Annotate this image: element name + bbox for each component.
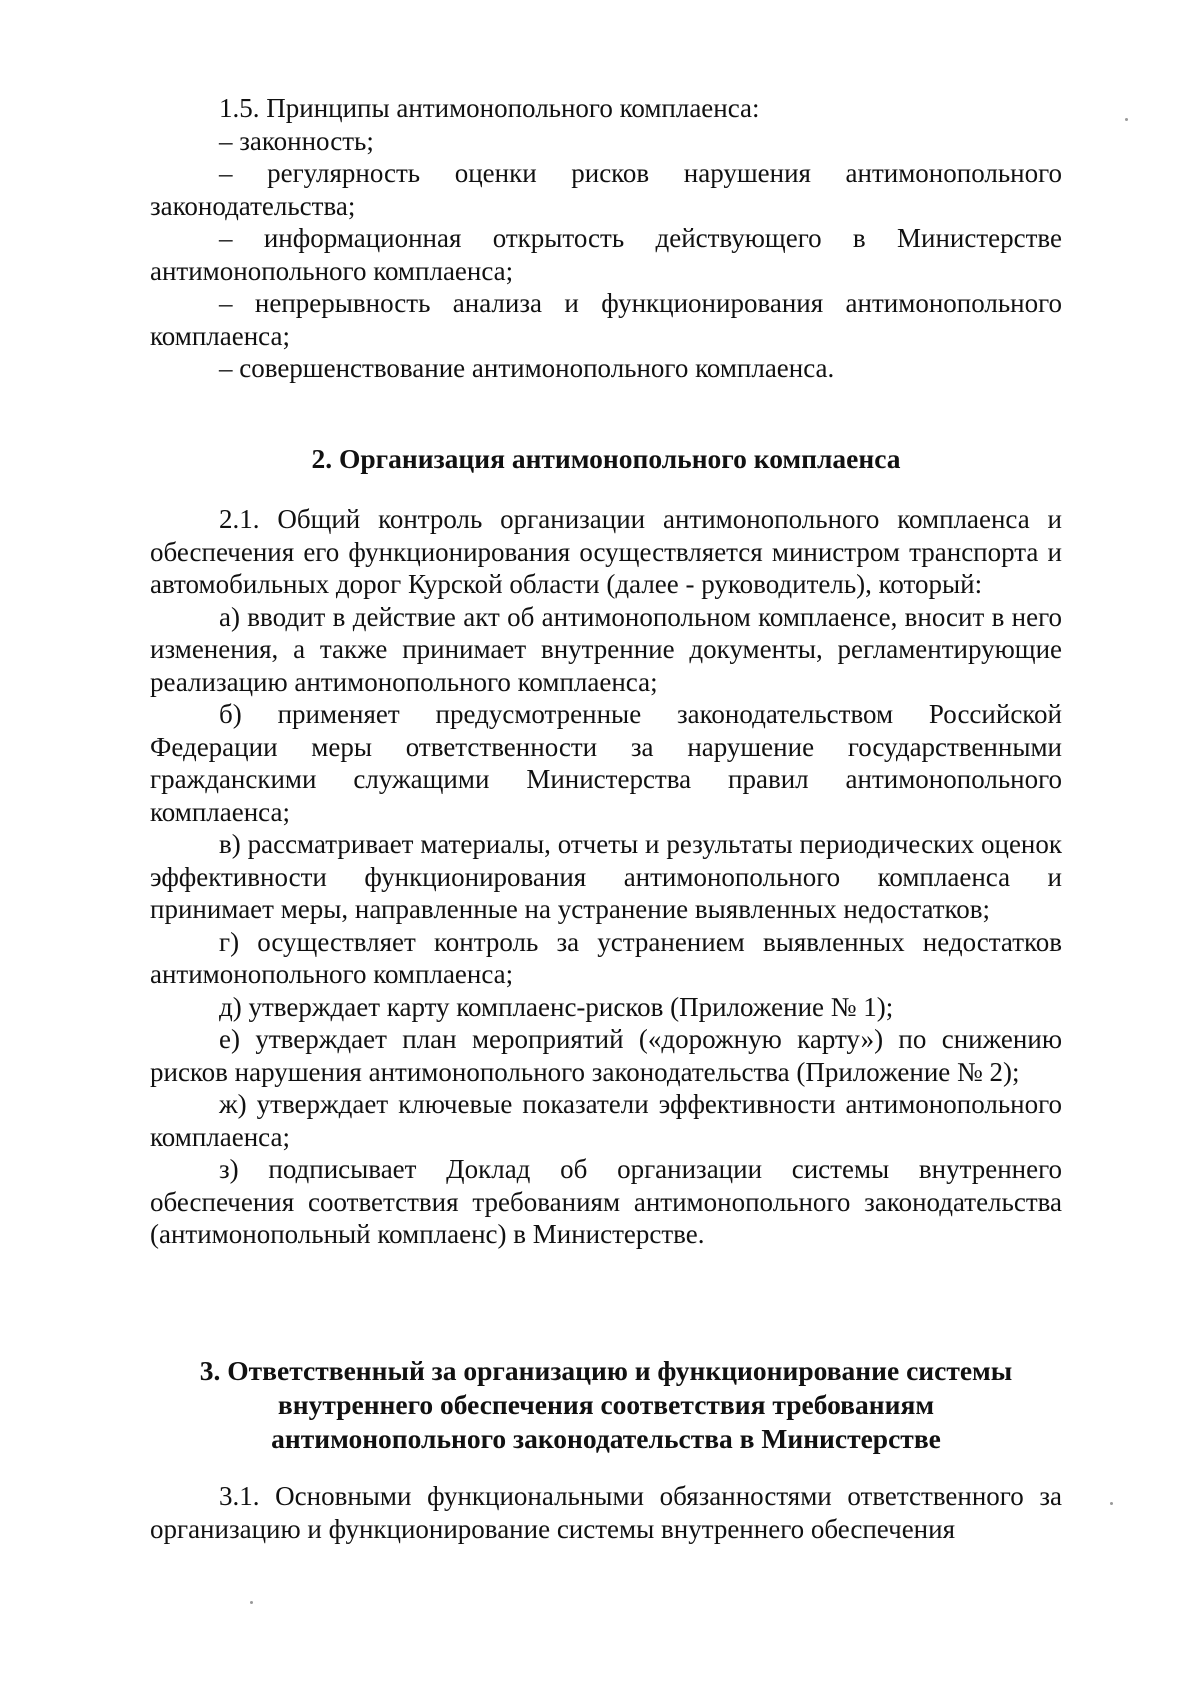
principles-intro: 1.5. Принципы антимонопольного комплаенса: (219, 93, 760, 123)
principle-item: – информационная открытость действующего в Министерстве антимонопольного комплаенса; (150, 223, 1062, 286)
principle-item: – непрерывность анализа и функционирования антимонопольного комплаенса; (150, 288, 1062, 351)
principles-block (150, 92, 1062, 385)
principle-item: – регулярность оценки рисков нарушения антимонопольного законодательства; (150, 158, 1062, 221)
duty-item: д) утверждает карту комплаенс-рисков (Приложение № 1); (219, 991, 894, 1022)
section-2-body (150, 503, 1062, 1251)
scan-speck (1110, 1502, 1113, 1505)
duty-item: б) применяет предусмотренные законодательством Российской Федерации меры ответственности за нарушение государственными гражданскими служащими Министерства правил антимонопольного комплаенса; (150, 699, 1062, 827)
section-3-paragraph: 3.1. Основными функциональными обязанностями ответственного за организацию и функционирование системы внутреннего обеспечения (150, 1481, 1062, 1544)
scan-speck (1125, 118, 1128, 121)
section-3-body (150, 1480, 1062, 1545)
duty-item: ж) утверждает ключевые показатели эффективности антимонопольного комплаенса; (150, 1089, 1062, 1152)
section-2-heading: 2. Организация антимонопольного комплаенса (311, 443, 901, 474)
scan-speck (250, 1601, 253, 1604)
section-2-paragraph: 2.1. Общий контроль организации антимонопольного комплаенса и обеспечения его функционирования осуществляется министром транспорта и автомобильных дорог Курской области (далее - руководитель), который: (150, 504, 1062, 599)
duty-item: г) осуществляет контроль за устранением выявленных недостатков антимонопольного комплаенса; (150, 926, 1062, 989)
duty-item: е) утверждает план мероприятий («дорожную карту») по снижению рисков нарушения антимонопольного законодательства (Приложение № 2); (150, 1024, 1062, 1087)
duty-item: в) рассматривает материалы, отчеты и результаты периодических оценок эффективности функционирования антимонопольного комплаенса и принимает меры, направленные на устранение выявленных недостатков; (150, 829, 1062, 924)
principle-item: – совершенствование антимонопольного комплаенса. (219, 353, 835, 383)
duty-item: з) подписывает Доклад об организации системы внутреннего обеспечения соответствия требованиям антимонопольного законодательства (антимонопольный комплаенс) в Министерстве. (150, 1154, 1062, 1249)
principle-item: – законность; (219, 125, 374, 156)
section-3-heading: 3. Ответственный за организацию и функционирование системы внутреннего обеспечения соответствия требованиям антимонопольного законодательства в Министерстве (199, 1355, 1013, 1454)
duty-item: а) вводит в действие акт об антимонопольном комплаенсе, вносит в него изменения, а также принимает внутренние документы, регламентирующие реализацию антимонопольного комплаенса; (150, 601, 1062, 697)
